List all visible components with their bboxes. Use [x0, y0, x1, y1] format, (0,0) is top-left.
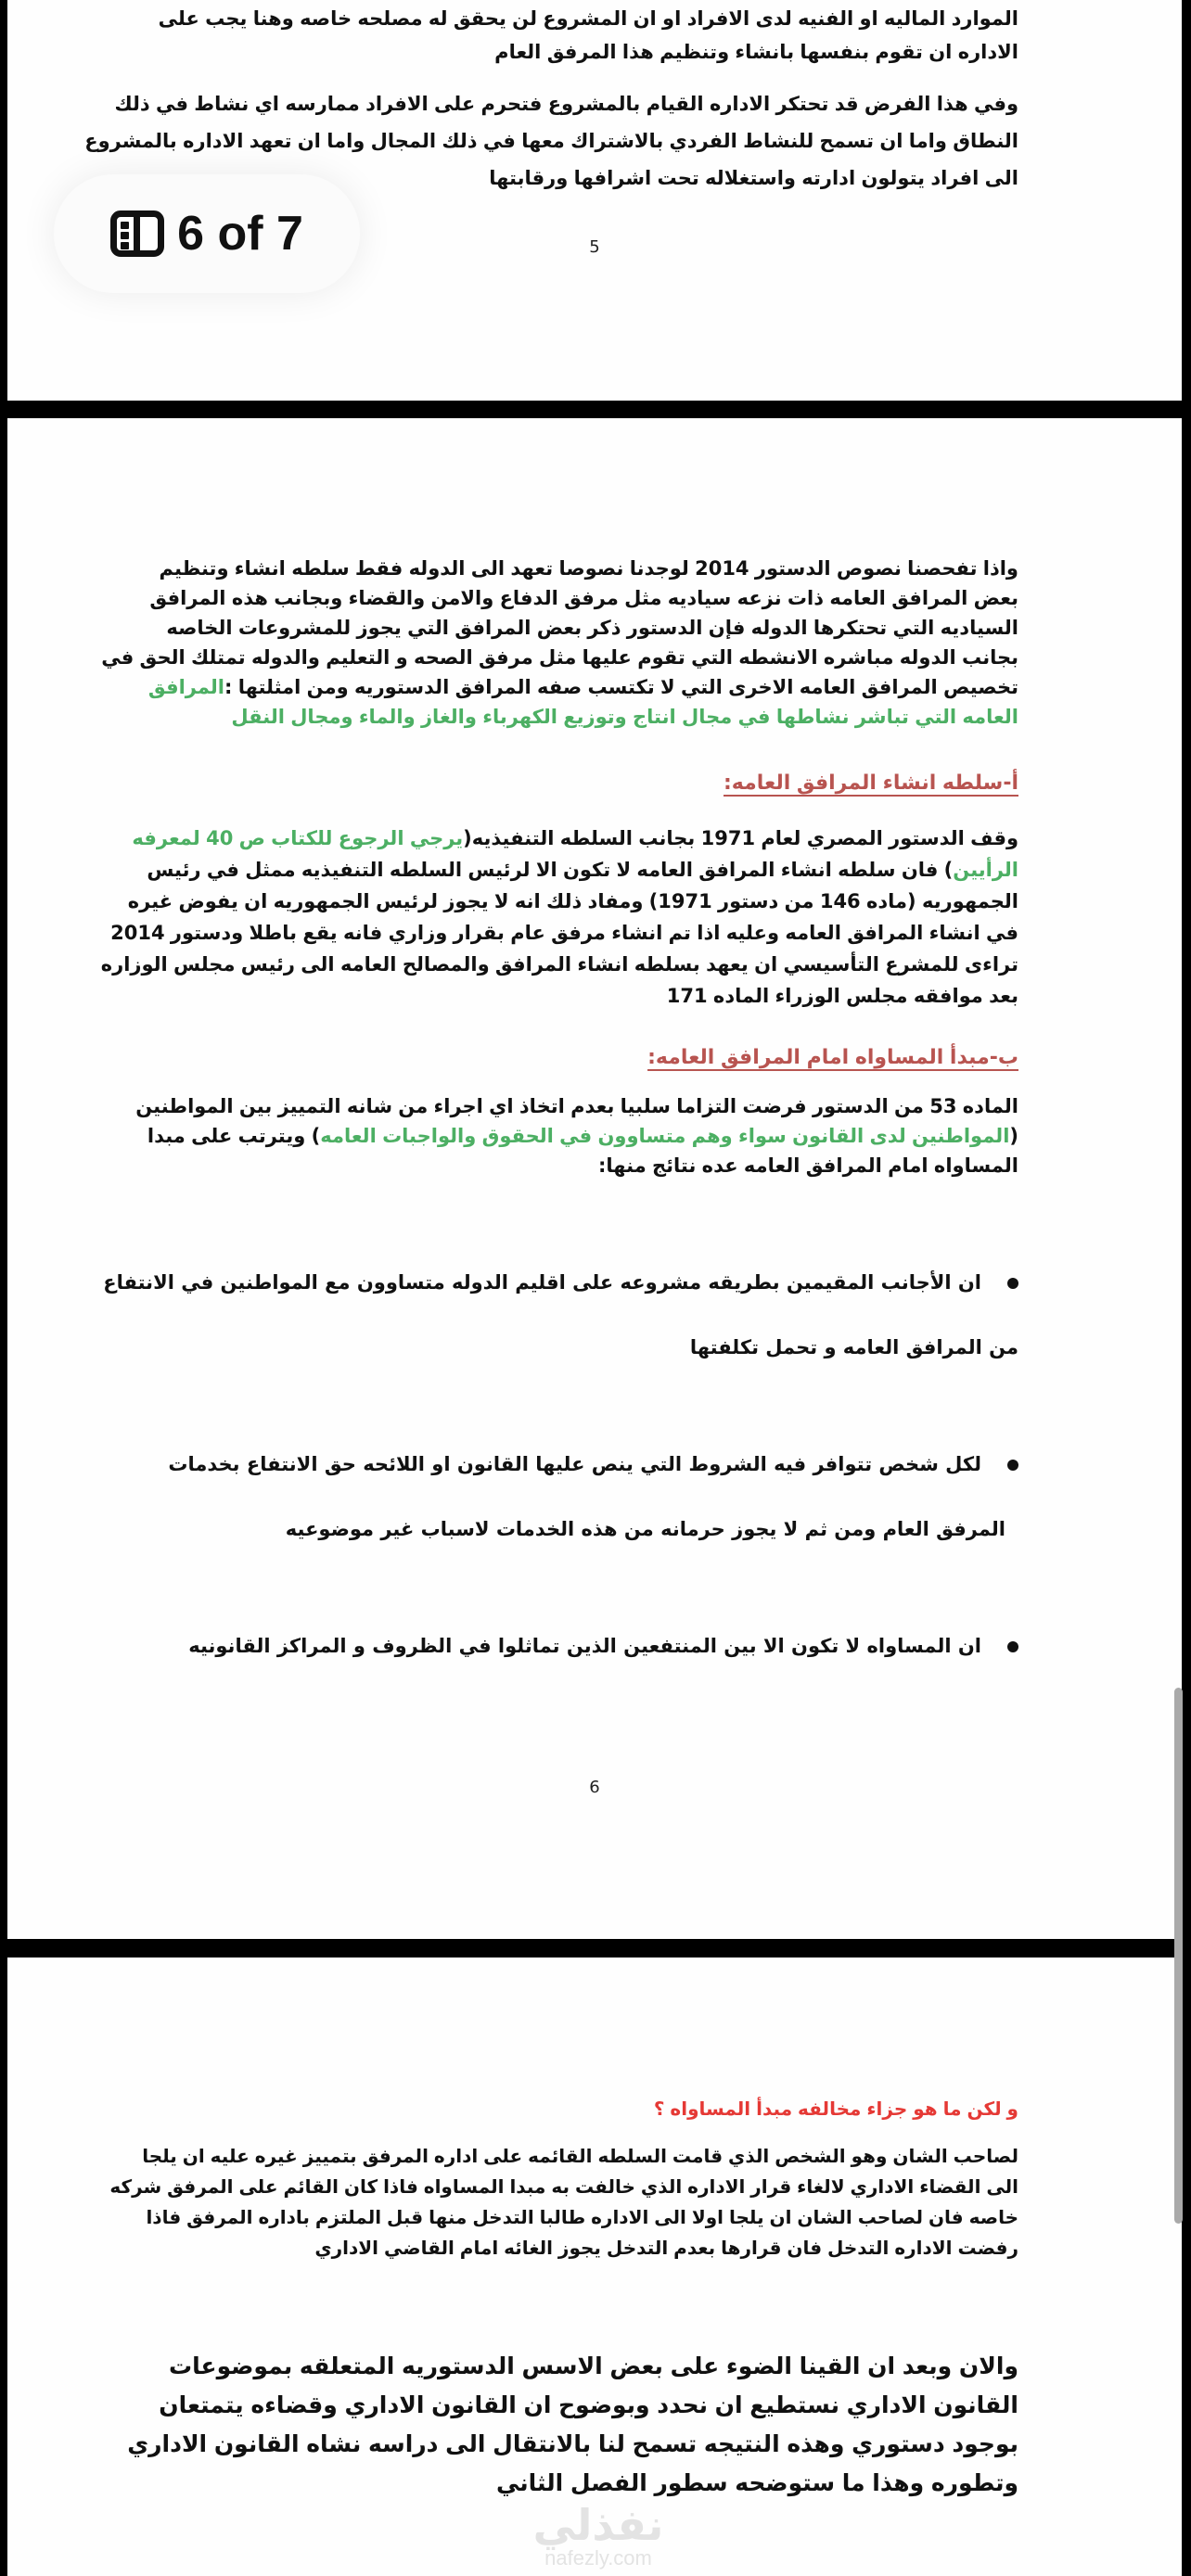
text-line: الجمهوريه (ماده 146 من دستور 1971) ومفاد ذلك انه لا يجوز لرئيس الجمهوريه ان يفوض غيره	[127, 890, 1018, 912]
text-line: بجانب الدوله مباشره الانشطه التي تقوم عليها مثل مرفق الصحه و التعليم والدوله تمتلك الحق في	[101, 646, 1018, 669]
highlighted-text: المرافق	[147, 676, 224, 698]
text-span: ) فان سلطه انشاء المرافق العامه لا تكون الا لرئيس السلطه التنفيذيه ممثل في رئيس	[147, 859, 954, 881]
text-line: والان وبعد ان القينا الضوء على بعض الاسس الدستوريه المتعلقه بموضوعات	[168, 2353, 1018, 2379]
text-line: وتطوره وهذا ما ستوضحه سطور الفصل الثاني	[495, 2469, 1018, 2496]
text-line: خاصه فان لصاحب الشان ان يلجا اولا الى الاداره طالبا التدخل منها قبل الملتزم باداره المرفق فاذا	[146, 2206, 1018, 2228]
highlighted-text: الرأيين	[953, 859, 1018, 881]
section-heading-a: أ-سلطه انشاء المرافق العامه:	[724, 772, 1018, 795]
bullet-icon	[1007, 1278, 1018, 1289]
page-number: 5	[589, 237, 600, 257]
text-line: واذا تفحصنا نصوص الدستور 2014 لوجدنا نصوصا تعهد الى الدوله فقط سلطه انشاء وتنظيم	[159, 557, 1018, 580]
text-span: (	[1009, 1125, 1018, 1147]
conclusion-paragraph	[127, 2347, 1018, 2503]
watermark-arabic: نفذلي	[532, 2500, 664, 2550]
page5-paragraph-2	[84, 85, 1018, 197]
text-line	[132, 823, 1018, 854]
document-page-7	[7, 1958, 1182, 2576]
answer-paragraph	[109, 2141, 1018, 2264]
section-heading-b: ب-مبدأ المساواه امام المرافق العامه:	[647, 1046, 1018, 1069]
highlighted-text: يرجي الرجوع للكتاب ص 40 لمعرفه	[132, 827, 464, 849]
question-heading: و لكن ما هو جزاء مخالفه مبدأ المساواه ؟	[653, 2098, 1018, 2120]
page5-paragraph-1	[158, 2, 1018, 69]
page-counter-button[interactable]	[54, 174, 360, 293]
watermark-logo	[524, 2500, 672, 2570]
highlighted-text: المواطنين لدى القانون سواء وهم متساوون في الحقوق والواجبات العامه	[320, 1125, 1010, 1147]
bullet-text: ان المساواه لا تكون الا بين المنتفعين الذين تماثلوا في الظروف و المراكز القانونيه	[188, 1635, 981, 1657]
text-line: الماده 53 من الدستور فرضت التزاما سلبيا بعدم اتخاذ اي اجراء من شانه التمييز بين المواطنين	[135, 1095, 1018, 1117]
bullet-icon	[1007, 1460, 1018, 1471]
intro-paragraph	[101, 554, 1018, 732]
text-line: السياديه التي تحتكرها الدوله فإن الدستور ذكر بعض المرافق التي يجوز للمشروعات الخاصه	[166, 617, 1018, 639]
text-span: وقف الدستور المصري لعام 1971 بجانب السلطه التنفيذيه(	[463, 827, 1018, 849]
text-line: المساواه امام المرافق العامه عده نتائج منها:	[597, 1154, 1018, 1177]
text-line: بعد موافقه مجلس الوزراء الماده 171	[666, 985, 1018, 1007]
text-line: الى القضاء الاداري لالغاء قرار الاداره الذي خالفت به مبدا المساواه فاذا كان القائم على المرفق شركه	[109, 2175, 1018, 2198]
section-b-paragraph	[135, 1091, 1018, 1180]
vertical-scrollbar[interactable]	[1174, 1688, 1183, 2224]
text-line: بعض المرافق العامه ذات نزعه سياديه مثل مرفق الدفاع والامن والقضاء وبجانب هذه المرافق	[149, 587, 1018, 609]
text-span: ) ويترتب على مبدا	[147, 1125, 321, 1147]
bullet-text: ان الأجانب المقيمين بطريقه مشروعه على اقليم الدوله متساوون مع المواطنين في الانتفاع	[103, 1271, 981, 1294]
text-line: القانون الاداري نستطيع ان نحدد وبوضوح ان القانون الاداري وقضاءه يتمتعان	[159, 2391, 1018, 2418]
highlighted-text: العامه التي تباشر نشاطها في مجال انتاج وتوزيع الكهرباء والغاز والماء ومجال النقل	[231, 706, 1018, 728]
text-line: لصاحب الشان وهو الشخص الذي قامت السلطه القائمه على اداره المرفق بتمييز غيره عليه ان يلجا	[142, 2145, 1018, 2167]
text-span: تخصيص المرافق العامه الاخرى التي لا تكتسب صفه المرافق الدستوريه ومن امثلتها :	[224, 676, 1018, 698]
section-a-paragraph	[100, 823, 1018, 1012]
text-line: الاداره ان تقوم بنفسها بانشاء وتنظيم هذا المرفق العام	[494, 41, 1018, 63]
bullet-item-3	[184, 1635, 1018, 1657]
text-line	[147, 854, 1018, 886]
text-line: في انشاء المرافق العامه وعليه اذا تم انشاء مرفق عام بقرار وزاري فانه يقع باطلا ودستور 2014	[110, 922, 1018, 944]
text-line	[147, 1121, 1018, 1151]
text-line: بوجود دستوري وهذه النتيجه تسمح لنا بالانتقال الى دراسه نشاه القانون الاداري	[127, 2430, 1018, 2457]
page-counter-label: 6 of 7	[177, 207, 303, 261]
bullet-continuation: المرفق العام ومن ثم لا يجوز حرمانه من هذه الخدمات لاسباب غير موضوعيه	[285, 1518, 1005, 1540]
text-line: وفي هذا الفرض قد تحتكر الاداره القيام بالمشروع فتحرم على الافراد ممارسه اي نشاط في ذلك	[114, 93, 1018, 115]
bullet-continuation: من المرافق العامه و تحمل تكلفتها	[689, 1336, 1018, 1358]
bullet-item-1	[103, 1271, 1018, 1294]
bullet-icon	[1007, 1641, 1018, 1652]
text-line: رفضت الاداره التدخل فان قرارها بعدم التدخل يجوز الغائه امام القاضي الاداري	[314, 2237, 1018, 2259]
text-line: النطاق واما ان تسمح للنشاط الفردي بالاشتراك معها في ذلك المجال واما ان تعهد الاداره بالمشروع	[84, 130, 1018, 152]
text-line: الى افراد يتولون ادارته واستغلاله تحت اشرافها ورقابتها	[489, 167, 1018, 189]
text-line: تراءى للمشرع التأسيسي ان يعهد بسلطه انشاء المرافق والمصالح العامه الى رئيس مجلس الوزاره	[100, 953, 1018, 976]
watermark-url: nafezly.com	[544, 2546, 652, 2570]
sidebar-icon	[110, 210, 164, 257]
bullet-item-2	[168, 1453, 1018, 1475]
page-number: 6	[589, 1778, 600, 1797]
document-page-6	[7, 418, 1182, 1939]
text-line: الموارد الماليه او الفنيه لدى الافراد او ان المشروع لن يحقق له مصلحه خاصه وهنا يجب على	[158, 7, 1018, 30]
text-line	[147, 672, 1018, 702]
bullet-text: لكل شخص تتوافر فيه الشروط التي ينص عليها القانون او اللائحه حق الانتفاع بخدمات	[168, 1453, 981, 1475]
